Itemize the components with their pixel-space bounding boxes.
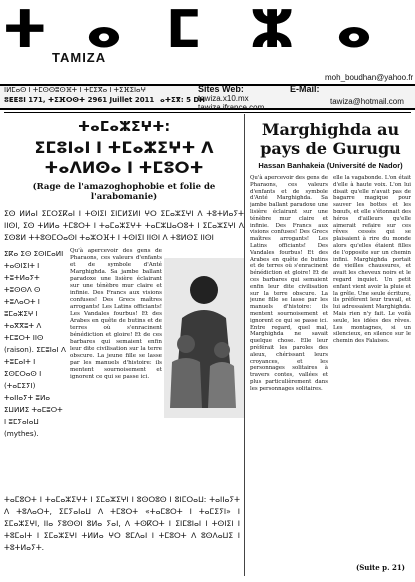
email-label: E-Mail: (290, 84, 320, 94)
right-article (250, 114, 411, 576)
continued-link[interactable]: (Suite p. 21) (355, 563, 405, 572)
french-headline: Marghighda au pays de Gurugu (260, 120, 401, 158)
article-headline: ⵉⵎⵓⵏⴰⵏ ⵏ ⵜⵎⴰⵣⵉⵖⵜ ⴷ ⵜⴰⴷⵍⵙⴰ ⵏ ⵜⵎⵓⵔⵜ (34, 138, 214, 177)
article-intro: ⵉⵙ ⵍⵍⴰⵏ ⵉⵎⵔⵉⴽⴰⵏ ⵏ ⵜⵙⵏⵉⵏ ⵉⵏⵎⵍⵉⵍⵏ ⵖⵔ ⵉⵎⴰⵣⵉⵖⵏ ⴷ ⵜⵓⵜⵍⴰⵢⵜ ⵏⵏⵙⵏ, ⵉⵙ ⵜⵍⵍⴰ ⵜⵎⵓⵔⵜ ⵏ ⵜⴰⵎⴰⵣⵉⵖⵜ ⵜⴰⵎⵣⵡⴰⵔⵓⵜ ⵏ ⵉⵎⴰⵣⵉⵖⵏ ⴷ ⵉⵙⵓⵍ ⵜⵜⵓⵙⵎⵔⴰⵙⵏ ⵜⴰⵣⵔⴼⵜ ⵏ ⵜⵙⵏⵉⵏ ⵏⵏⵙⵏ ⴷ ⵜⵓⵍⵙⵉ ⵏⵏⵙⵏ (4, 209, 244, 242)
french-author: Hassan Banhakeia (Université de Nador) (258, 161, 403, 170)
divider (4, 112, 411, 113)
french-columns (250, 175, 411, 393)
middle-column: Qu'à apercevoir des gens de Pharaons, ces valeurs d'enfants et de symbole d'Anté Marghighda. Sa jambe ballant paradoxe une lisière éclairant sur une ténèbre mur claire et infinie. Des Francs aux visions confuses! Des Grecs maîtres arrogants! Les Latins officiants! Les Vandales fourbus! Et des Arabes en quête de butins et de terres où s'enracinent bénédiction et gloire! Et de ces barbares qui semaient enfin leur dite civilisation sur la terre obscure. La jeune fille se lasse par les manuels d'histoire: ils mentent sournoisement et ignorent ce qui se passe ici. (70, 248, 162, 380)
article-continuation: ⵜⴰⵎⵓⵔⵜ ⵏ ⵜⴰⵎⴰⵣⵉⵖⵜ ⵏ ⵉⵎⴰⵣⵉⵖⵏ ⵏ ⵓⵙⵔⵓⵙ ⵏ ⵓⵏⵎⵔⴰⵡ: ⵜⴰⵏⵏⴰⵢⵜ ⴷ ⵜⵓⴷⴰⵔⵜ, ⵉⵎⵢⴰⵏⴰⵡ ⴷ ⵜⵎⵓⵔⵜ «ⵜⴰⵎⵓⵔⵜ ⵏ ⵜⴰⵎⵉⵢⵏ» ⵏ ⵉⵎⴰⵣⵉⵖⵏ, ⵏⵏⴰ ⵢⵓⵙⵙⵏ ⵓⵍⴰ ⵢⴰⵏ, ⴷ ⵜⵙⴽⵔⵜ ⵏ ⵉⵏⵎⵓⵏⴰⵏ ⵏ ⵜⵙⵏⵉⵏ ⵏ ⵜⵓⵎⴰⵏⵜ ⵏ ⵉⵎⴰⵣⵉⵖⵏ ⵜⵍⵍⴰ ⵖⵔ ⵓⵎⴷⴰⵏ ⵏ ⵜⵎⵓⵔⵜ ⴷ ⵓⵙⴷⴰⵡⵉ ⵏ ⵜⵓⵜⵍⴰⵢⵜ. (4, 495, 240, 552)
price: ⴰⵜⵉⴳ: 5 DH (160, 96, 206, 104)
logo-glyph-4: ⵣ (250, 0, 295, 60)
issue-info: ⵓⵟⵟⵓⵏ 171, ⵜⵉⴼⵔⵙⵜ 2961 Juillet 2011 (4, 96, 155, 104)
article-subhead: (Rage de l'amazoghophobie et folie de l'arabomanie) (32, 182, 216, 202)
logo-glyph-5: ⴰ (336, 0, 372, 60)
logo-glyph-3: ⵎ (166, 0, 202, 60)
french-col-1: Qu'à apercevoir des gens de Pharaons, ces valeurs d'enfants et de symbole d'Anté Marghighda. Sa jambe ballant paradoxe une lisière éclairant sur une ténèbre mur claire et infinie. Des Francs aux visions confuses! Des Grecs maîtres arrogants! Les Latins officiants! Des Vandales fourbus! Et des Arabes en quête de butins et de terres où s'enracinent bénédiction et gloire! Et de ces barbares qui semaient enfin leur dite civilisation sur la terre obscure. La jeune fille se lasse par les manuels d'histoire: ils mentent sournoisement et ignorent ce qui se passe ici. Entre regard, quel mal, Marghighda ne savait quelque chose. Elle leur préférait les paroles des aïeux, chérissant leurs croyances, et les personnages solitaires à travers contes, vallées et plus particulièrement dans les personnages solitaires. (250, 175, 328, 392)
email-block (290, 84, 320, 94)
logo-glyph-1: ⵜ (2, 0, 48, 60)
web-sites (198, 84, 264, 112)
section-title: ⵜⴰⵎⴰⵣⵉⵖⵜ: (77, 119, 171, 135)
logo-glyph-2: ⴰ (86, 0, 122, 60)
site-2[interactable]: tawiza.ifrance.com (198, 103, 265, 112)
brand-name: TAMIZA (52, 50, 107, 65)
site-1[interactable]: tawiza.x10.mx (198, 94, 249, 103)
illustration-image (164, 258, 244, 418)
tagline: ⵏⵍⵎⴰⵙ ⵏ ⵜⵎⵙⵙⵓⵙⴼⵜ ⵏ ⵜⵎⵉⴳⴰ ⵏ ⵜⵉⴼⵉⵏⴰⵖ (4, 86, 146, 94)
left-article (4, 114, 245, 576)
email-1[interactable]: moh_boudhan@yahoo.fr (325, 73, 414, 82)
narrow-column: ⵉⴽⴰ ⵉⵙ ⵉⵙⵏⵎⴰⵍⵏ ⵜⴰⵙⵏⵉⵏⵜ ⵏ ⵜⵓⵜⵍⴰⵢⵜ ⵜⵓⵙⵙⴷ ⵙ ⵜⵓⴷⴰⵔⵜ ⵏ ⵓⵎⴰⵣⵉⵖ ⵏ ⵜⴰⴳⴳⵓⵜ ⴷ ⵜⵎⵓⵔⵜ ⵏⵏⵙ (raison). ⵉⵎⵓⵏⴰⵏ ⴷ ⵜⵓⵎⴰⵏⵜ ⵏ ⵉⵙⵎⵔⴰⵙ ⵏ (ⵜⴰⵎⵉⵢⵏ) ⵜⴰⵏⵏⴰⵢⵜ ⵓⵍⴰ ⵉⵡⵍⵍⵉ ⵜⴰⵎⵓⵔⵜ ⵏ ⵓⵎⵢⴰⵏⴰⵡ (mythes). (4, 249, 66, 438)
email-2[interactable]: tawiza@hotmail.com (330, 97, 404, 106)
sites-label: Sites Web: (198, 84, 244, 94)
french-col-2: elle la vagabonde. L'on était d'elle à haute voix. L'on lui disait qu'elle n'avait pas de bagarre magique pour sauver les bottes et les bœufs, et elle s'étonnait des héros d'ailleurs qu'elle aimerait refaire sur ces rêves cessés qui se plaisaient à rire du monde alors qu'elles étaient filles de l'opposite sur un chemin infini. Marghighda portait de vieilles chaussures, et avait les cheveux noirs et le regard inquiet. Un petit enfant vient avoir la pluie et la grêle. Une seule écriture, ils préfèrent leur travail, et lui adressaient Marghighda. Mais rien n'y fait. Le voilà seule, les idées des rêves. Les montagnes, si un silencieux, en silence sur le chemin des Falaises. (333, 175, 411, 345)
